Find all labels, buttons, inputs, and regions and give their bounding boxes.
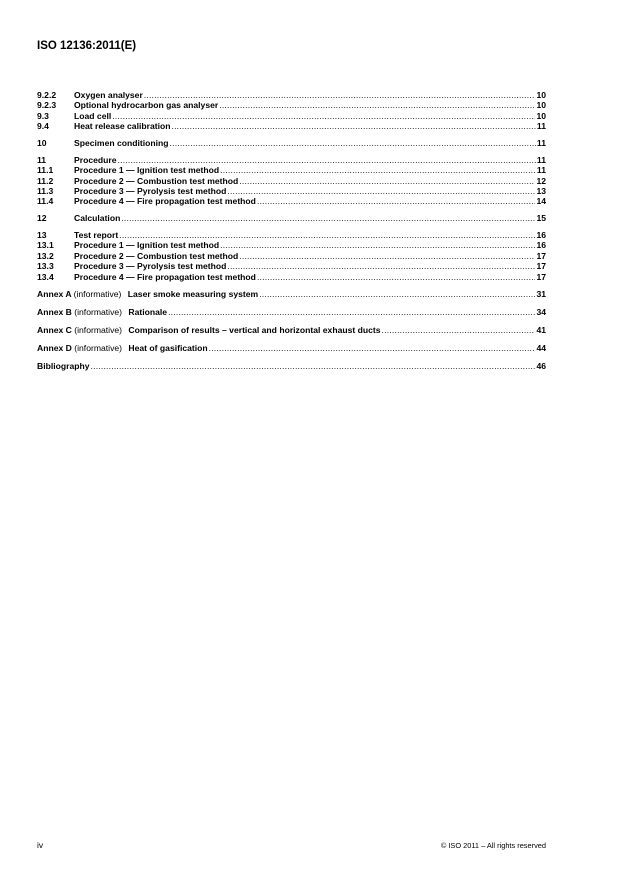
toc-page: 46 [536,360,546,371]
annex-label: Annex C [37,325,72,336]
toc-entry-11-1[interactable] [37,165,546,175]
toc-number: 13.2 [37,250,54,261]
annex-title: Heat of gasification [128,342,208,353]
annex-label: Annex D [37,342,72,353]
annex-label: Annex B [37,307,72,318]
toc-annex-c[interactable] [37,325,546,335]
toc-title: Procedure [74,154,117,165]
toc-title: Oxygen analyser [74,90,143,100]
toc-title: Optional hydrocarbon gas analyser [74,100,219,111]
toc-page: 12 [536,175,546,186]
toc-page: 11 [536,121,546,132]
toc-number: 9.4 [37,121,49,132]
toc-entry-11-3[interactable] [37,186,546,196]
toc-leader [220,165,536,175]
toc-page: 11 [536,165,546,176]
toc-number: 9.2.3 [37,100,57,111]
toc-number: 11 [37,154,47,165]
table-of-contents [37,90,546,371]
toc-page: 10 [536,110,546,121]
toc-number: 9.2.2 [37,90,57,100]
toc-annex-b[interactable] [37,307,546,317]
toc-title: Bibliography [37,360,90,371]
toc-entry-11-2[interactable] [37,176,546,186]
annex-type: (informative) [74,307,123,318]
toc-number: 11.4 [37,196,54,207]
toc-page: 15 [536,213,546,224]
toc-number: 10 [37,138,47,149]
toc-title: Test report [74,230,119,241]
toc-leader [209,343,536,353]
toc-number: 13 [37,230,47,241]
toc-entry-10[interactable] [37,138,546,148]
toc-leader [119,230,535,240]
toc-leader [227,261,535,271]
toc-page: 31 [536,289,546,300]
toc-leader [239,176,535,186]
toc-title: Heat release calibration [74,121,171,132]
toc-title: Procedure 2 — Combustion test method [74,250,239,261]
toc-page: 13 [536,186,546,197]
toc-leader [144,90,536,100]
toc-entry-11-4[interactable] [37,196,546,206]
toc-title: Procedure 1 — Ignition test method [74,240,220,251]
toc-leader [239,251,535,261]
toc-title: Procedure 2 — Combustion test method [74,175,239,186]
toc-page: 16 [536,240,546,251]
toc-leader [220,240,535,250]
annex-title: Rationale [128,307,168,318]
toc-title: Procedure 4 — Fire propagation test method [74,196,256,207]
copyright-notice: © ISO 2011 – All rights reserved [440,841,546,850]
annex-label: Annex A [37,289,72,300]
toc-entry-13-1[interactable] [37,240,546,250]
annex-type: (informative) [74,325,123,336]
toc-leader [172,121,536,131]
annex-type: (informative) [73,289,122,300]
toc-page: 34 [536,307,546,318]
toc-leader [227,186,535,196]
toc-title: Procedure 3 — Pyrolysis test method [74,186,227,197]
toc-page: 11 [536,138,546,149]
toc-entry-12[interactable] [37,213,546,223]
toc-leader [91,361,536,371]
toc-number: 11.1 [37,165,54,176]
toc-entry-13-2[interactable] [37,251,546,261]
toc-title: Procedure 3 — Pyrolysis test method [74,261,227,272]
toc-leader [257,196,536,206]
toc-leader [257,272,536,282]
toc-leader [112,111,535,121]
toc-page: 10 [536,90,546,100]
toc-page: 41 [536,325,546,336]
toc-title: Load cell [74,110,112,121]
toc-annex-d[interactable] [37,343,546,353]
toc-entry-13-3[interactable] [37,261,546,271]
toc-entry-11[interactable] [37,155,546,165]
toc-title: Procedure 4 — Fire propagation test method [74,271,256,282]
toc-leader [118,155,536,165]
toc-page: 17 [536,250,546,261]
toc-number: 13.1 [37,240,54,251]
toc-page: 14 [536,196,546,207]
toc-entry-9-2-2[interactable] [37,90,546,100]
toc-page: 17 [536,261,546,272]
document-id: ISO 12136:2011(E) [37,40,137,52]
toc-number: 13.4 [37,271,54,282]
toc-number: 12 [37,213,47,224]
page-number: iv [37,840,44,850]
toc-page: 16 [536,230,546,241]
toc-leader [170,138,536,148]
toc-leader [259,289,535,299]
toc-leader [382,325,536,335]
toc-page: 17 [536,271,546,282]
toc-leader [121,213,535,223]
toc-entry-9-4[interactable] [37,121,546,131]
annex-title: Comparison of results – vertical and horizontal exhaust ducts [128,325,381,336]
toc-leader [219,100,535,110]
toc-annex-a[interactable] [37,289,546,299]
toc-number: 11.3 [37,186,54,197]
annex-title: Laser smoke measuring system [127,289,259,300]
toc-entry-9-2-3[interactable] [37,100,546,110]
toc-entry-13-4[interactable] [37,272,546,282]
toc-page: 11 [536,154,546,165]
toc-number: 11.2 [37,175,54,186]
toc-page: 10 [536,100,546,111]
toc-entry-13[interactable] [37,230,546,240]
toc-number: 13.3 [37,261,54,272]
toc-title: Procedure 1 — Ignition test method [74,165,220,176]
annex-type: (informative) [74,342,123,353]
toc-bibliography[interactable] [37,361,546,371]
toc-leader [168,307,535,317]
toc-page: 44 [536,342,546,353]
toc-title: Specimen conditioning [74,138,169,149]
toc-number: 9.3 [37,110,49,121]
toc-entry-9-3[interactable] [37,111,546,121]
toc-title: Calculation [74,213,121,224]
